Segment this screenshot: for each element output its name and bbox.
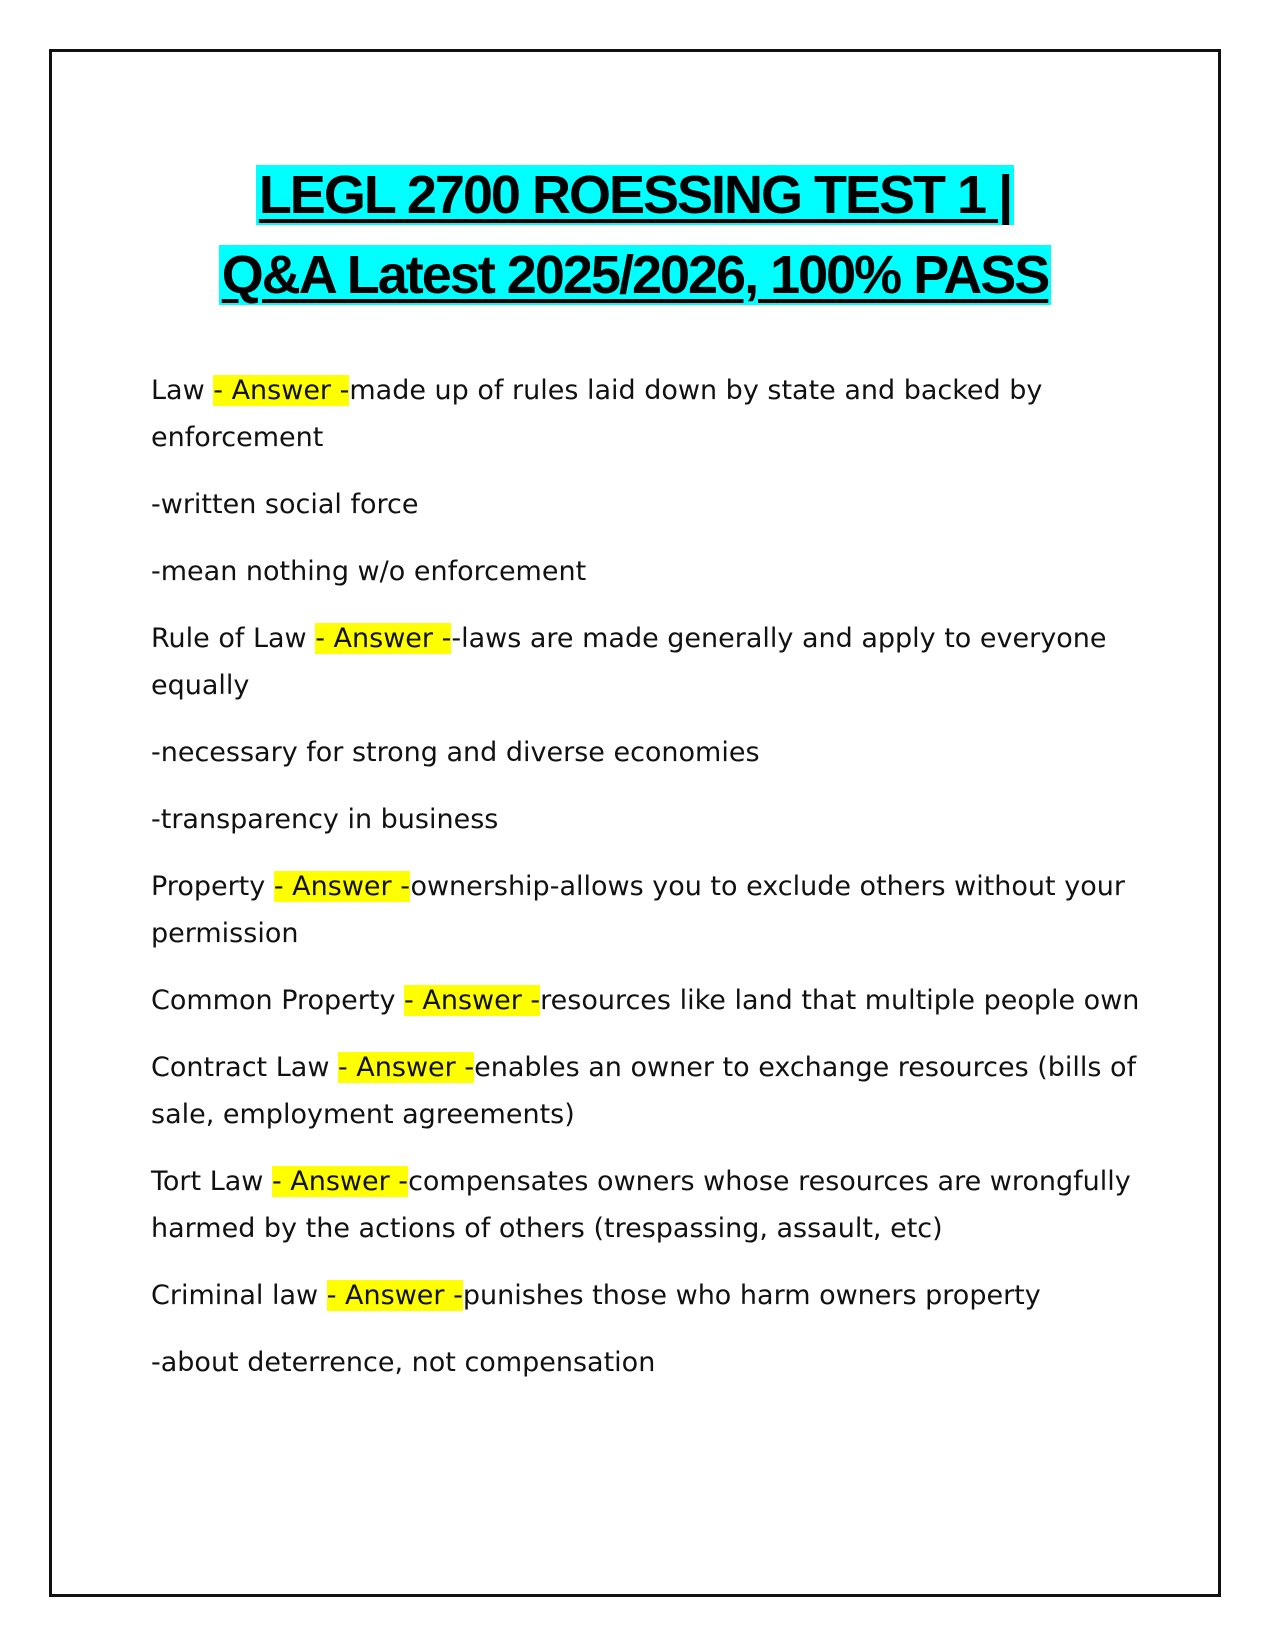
- qa-item-detail: -necessary for strong and diverse economies: [151, 737, 760, 768]
- answer-marker: - Answer -: [273, 871, 411, 902]
- qa-item-detail: -transparency in business: [151, 804, 499, 835]
- title-line-2: Q&A Latest 2025/2026, 100% PASS: [52, 235, 1218, 315]
- qa-item-property: Property - Answer -ownership-allows you to exclude others without your permission: [151, 871, 1125, 949]
- qa-item-detail: -about deterrence, not compensation: [151, 1347, 656, 1378]
- qa-item-tort-law: Tort Law - Answer -compensates owners whose resources are wrongfully harmed by the actions of others (trespassing, assault, etc): [151, 1166, 1131, 1244]
- document-title: [52, 155, 1218, 315]
- qa-item-common-property: Common Property - Answer -resources like land that multiple people own: [151, 985, 1140, 1016]
- answer-marker: - Answer -: [404, 985, 541, 1016]
- qa-item-detail: -mean nothing w/o enforcement: [151, 556, 587, 587]
- qa-item-law: Law - Answer -made up of rules laid down by state and backed by enforcement: [151, 375, 1043, 453]
- answer-marker: - Answer -: [213, 375, 350, 406]
- page-frame: [49, 49, 1221, 1597]
- qa-list: [151, 367, 1151, 1406]
- answer-marker: - Answer -: [337, 1052, 475, 1083]
- qa-item-contract-law: Contract Law - Answer -enables an owner to exchange resources (bills of sale, employment agreements): [151, 1052, 1137, 1130]
- answer-marker: - Answer -: [315, 623, 452, 654]
- qa-item-detail: -written social force: [151, 489, 419, 520]
- answer-marker: - Answer -: [326, 1280, 463, 1311]
- qa-item-criminal-law: Criminal law - Answer -punishes those who harm owners property: [151, 1280, 1041, 1311]
- qa-item-rule-of-law: Rule of Law - Answer --laws are made generally and apply to everyone equally: [151, 623, 1107, 701]
- title-line-1: LEGL 2700 ROESSING TEST 1 |: [52, 155, 1218, 235]
- answer-marker: - Answer -: [271, 1166, 409, 1197]
